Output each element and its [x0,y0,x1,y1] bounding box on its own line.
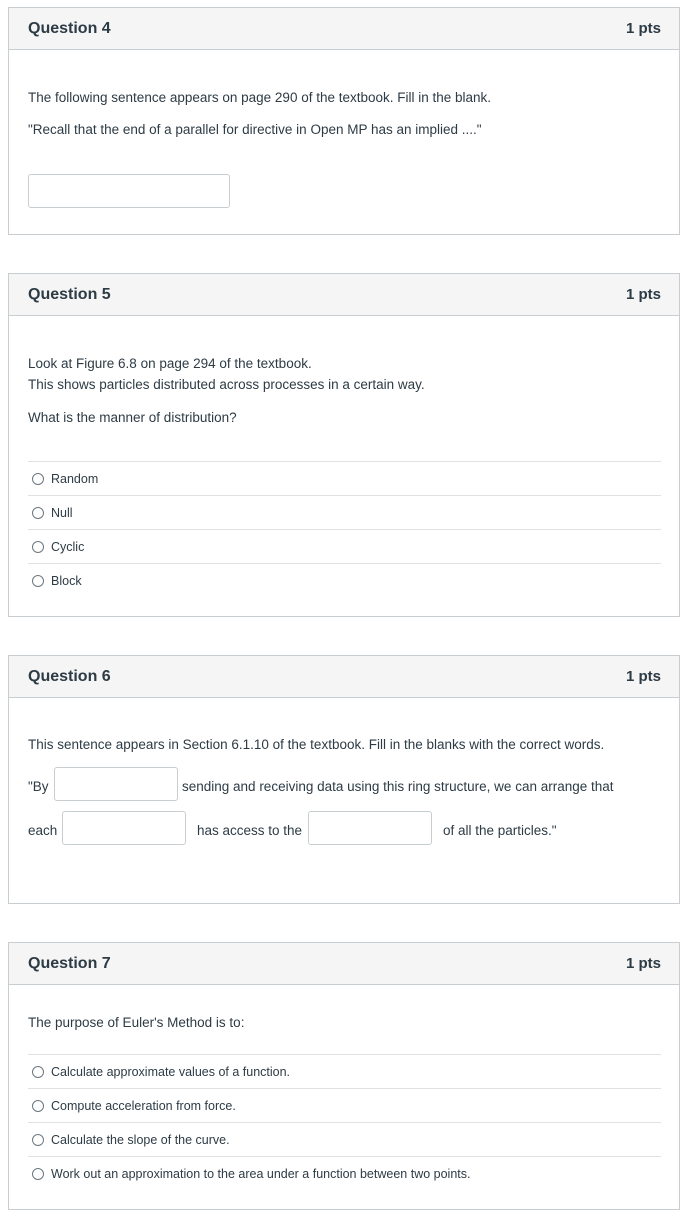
answer-option-2[interactable] [28,1088,661,1122]
question-title: Question 4 [28,19,111,37]
sentence-part: of all the particles." [443,823,557,838]
radio-icon[interactable] [32,575,44,587]
question-title: Question 7 [28,954,111,972]
question-points: 1 pts [625,955,661,972]
blank-input-1[interactable] [54,767,178,801]
answer-label: Calculate approximate values of a function. [51,1064,291,1079]
sentence-part: "By [28,779,49,794]
question-6-header [9,656,679,698]
answer-list [28,1054,661,1190]
question-6-card [8,655,680,904]
radio-icon[interactable] [32,541,44,553]
question-text: Look at Figure 6.8 on page 294 of the textbook. [28,356,312,371]
question-7-card [8,942,680,1210]
sentence-part: sending and receiving data using this ring structure, we can arrange that [182,779,614,794]
answer-list [28,461,661,597]
question-points: 1 pts [625,668,661,685]
question-prompt: The purpose of Euler's Method is to: [28,1015,245,1030]
answer-label: Work out an approximation to the area under a function between two points. [51,1166,471,1181]
answer-option-4[interactable] [28,1156,661,1190]
answer-option-block[interactable] [28,563,661,597]
question-5-card [8,273,680,617]
question-quote: "Recall that the end of a parallel for directive in Open MP has an implied ...." [28,122,482,137]
answer-option-3[interactable] [28,1122,661,1156]
answer-label: Calculate the slope of the curve. [51,1132,230,1147]
question-7-header [9,943,679,985]
sentence-part: has access to the [197,823,303,838]
sentence-part: each [28,823,58,838]
radio-icon[interactable] [32,1100,44,1112]
question-5-header [9,274,679,316]
question-prompt: What is the manner of distribution? [28,410,237,425]
answer-option-1[interactable] [28,1054,661,1088]
answer-option-cyclic[interactable] [28,529,661,563]
radio-icon[interactable] [32,473,44,485]
blank-input-3[interactable] [308,811,432,845]
radio-icon[interactable] [32,1134,44,1146]
blank-input-2[interactable] [62,811,186,845]
answer-label: Block [51,573,82,588]
radio-icon[interactable] [32,1168,44,1180]
question-title: Question 5 [28,285,111,303]
question-text: This shows particles distributed across processes in a certain way. [28,377,425,392]
answer-label: Null [51,505,73,520]
question-4-header [9,8,679,50]
answer-input[interactable] [28,174,230,208]
question-text: The following sentence appears on page 290 of the textbook. Fill in the blank. [28,90,492,105]
question-title: Question 6 [28,667,111,685]
answer-option-null[interactable] [28,495,661,529]
answer-label: Random [51,471,99,486]
answer-label: Compute acceleration from force. [51,1098,236,1113]
question-4-card [8,7,680,235]
answer-option-random[interactable] [28,461,661,495]
radio-icon[interactable] [32,1066,44,1078]
question-points: 1 pts [625,286,661,303]
question-points: 1 pts [625,20,661,37]
radio-icon[interactable] [32,507,44,519]
answer-label: Cyclic [51,539,85,554]
question-text: This sentence appears in Section 6.1.10 of the textbook. Fill in the blanks with the correct words. [28,737,605,752]
